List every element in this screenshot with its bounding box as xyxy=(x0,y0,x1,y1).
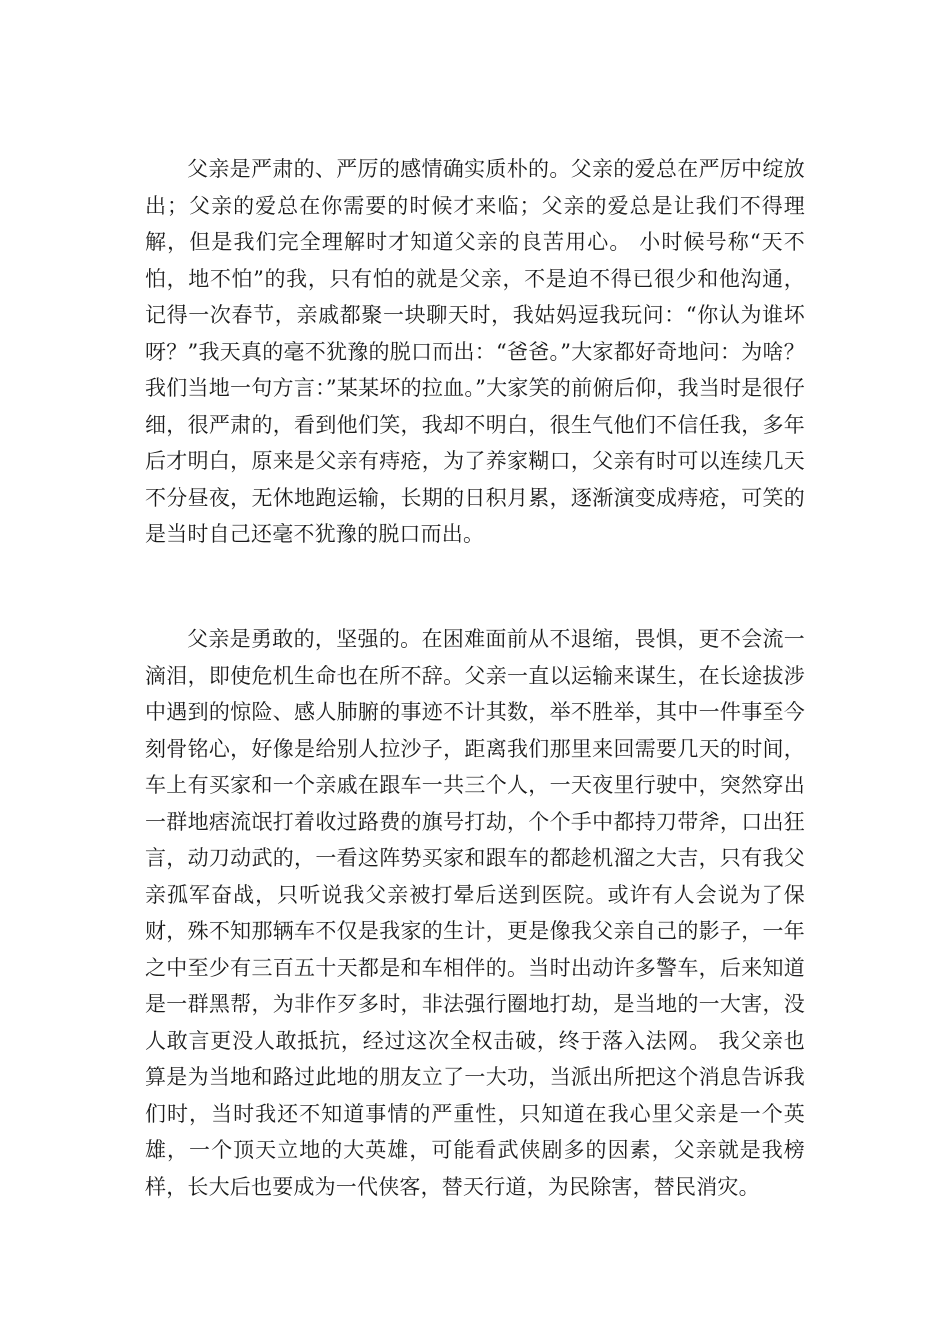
paragraph-father-brave: 父亲是勇敢的，坚强的。在困难面前从不退缩，畏惧，更不会流一滴泪，即使危机生命也在所不辞。父亲一直以运输来谋生，在长途拔涉中遇到的惊险、感人肺腑的事迹不计其数，举不胜举，其中一件事至今刻骨铭心，好像是给别人拉沙子，距离我们那里来回需要几天的时间，车上有买家和一个亲戚在跟车一共三个人，一天夜里行驶中，突然穿出一群地痞流氓打着收过路费的旗号打劫，个个手中都持刀带斧，口出狂言，动刀动武的，一看这阵势买家和跟车的都趁机溜之大吉，只有我父亲孤军奋战，只听说我父亲被打晕后送到医院。或许有人会说为了保财，殊不知那辆车不仅是我家的生计，更是像我父亲自己的影子，一年之中至少有三百五十天都是和车相伴的。当时出动许多警车，后来知道是一群黑帮，为非作歹多时，非法强行圈地打劫，是当地的一大害，没人敢言更没人敢抵抗，经过这次全权击破，终于落入法网。 我父亲也算是为当地和路过此地的朋友立了一大功，当派出所把这个消息告诉我们时，当时我还不知道事情的严重性，只知道在我心里父亲是一个英雄，一个顶天立地的大英雄，可能看武侠剧多的因素，父亲就是我榜样，长大后也要成为一代侠客，替天行道，为民除害，替民消灾。 xyxy=(145,627,805,1199)
paragraph-father-strict: 父亲是严肃的、严厉的感情确实质朴的。父亲的爱总在严厉中绽放出；父亲的爱总在你需要的时候才来临；父亲的爱总是让我们不得理解，但是我们完全理解时才知道父亲的良苦用心。 小时候号称“天不怕，地不怕”的我，只有怕的就是父亲，不是迫不得已很少和他沟通，记得一次春节，亲戚都聚一块聊天时，我姑妈逗我玩问：“你认为谁坏呀？”我天真的毫不犹豫的脱口而出：“爸爸。”大家都好奇地问：为啥？我们当地一句方言：”某某坏的拉血。”大家笑的前俯后仰，我当时是很仔细，很严肃的，看到他们笑，我却不明白，很生气他们不信任我，多年后才明白，原来是父亲有痔疮，为了养家糊口，父亲有时可以连续几天不分昼夜，无休地跑运输，长期的日积月累，逐渐演变成痔疮，可笑的是当时自己还毫不犹豫的脱口而出。 xyxy=(145,157,805,546)
